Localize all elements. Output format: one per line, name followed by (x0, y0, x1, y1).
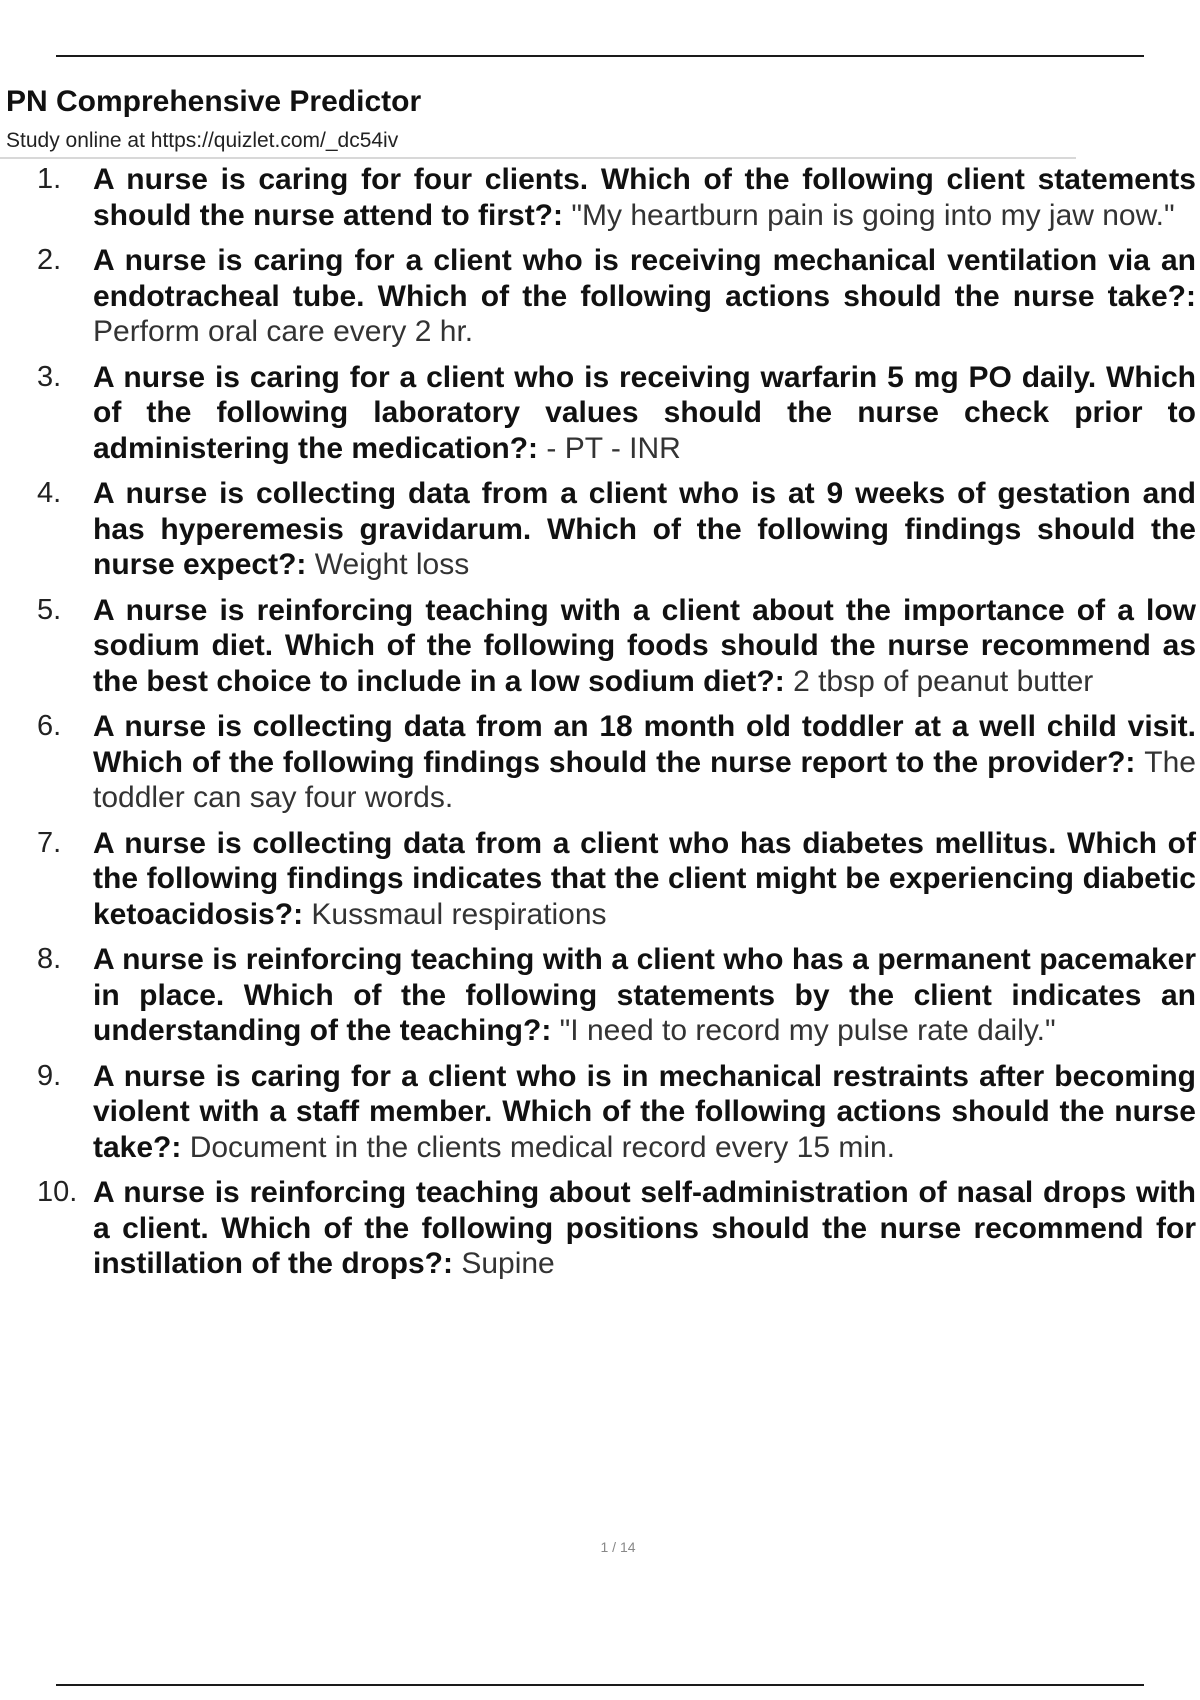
item-number: 3. (37, 360, 62, 393)
answer-text: - PT - INR (546, 431, 681, 465)
item-number: 2. (37, 244, 62, 276)
question-text: A nurse is collecting data from an 18 month old toddler at a well child visit. Which of the following findings should the nurse report to the provider?: (93, 710, 1196, 779)
list-item (0, 942, 1196, 1049)
item-number: 9. (37, 1059, 62, 1092)
item-number: 10. (37, 1176, 78, 1208)
item-number: 8. (37, 943, 62, 975)
list-item (0, 1175, 1196, 1282)
answer-text: Weight loss (314, 548, 470, 581)
item-number: 6. (37, 710, 62, 742)
question-text: A nurse is reinforcing teaching with a client about the importance of a low sodium diet. Which of the following foods should the nurse recommend as the best choice to include in a low sodium diet?: (93, 593, 1196, 698)
question-text: A nurse is caring for four clients. Which of the following client statements should the nurse attend to first?: (93, 163, 1196, 232)
answer-text: "My heartburn pain is going into my jaw now." (571, 198, 1175, 232)
item-number: 1. (37, 163, 62, 195)
question-text: A nurse is collecting data from a client who has diabetes mellitus. Which of the following findings indicates that the client might be experiencing diabetic ketoacidosis?: (93, 826, 1196, 931)
question-text: A nurse is caring for a client who is receiving mechanical ventilation via an endotracheal tube. Which of the following actions should the nurse take?: (93, 244, 1196, 313)
item-number: 4. (37, 477, 62, 509)
item-number: 7. (37, 826, 62, 859)
answer-text: The toddler can say four words. (93, 745, 1196, 814)
answer-text: Supine (461, 1247, 555, 1280)
list-item (0, 243, 1196, 350)
question-text: A nurse is caring for a client who is receiving warfarin 5 mg PO daily. Which of the following laboratory values should the nurse check prior to administering the medication?: (93, 360, 1196, 465)
answer-text: 2 tbsp of peanut butter (793, 664, 1094, 698)
answer-text: "I need to record my pulse rate daily." (559, 1014, 1056, 1047)
study-link-text: Study online at https://quizlet.com/_dc54iv (6, 129, 399, 152)
answer-text: Document in the clients medical record every 15 min. (189, 1130, 896, 1164)
bottom-rule (56, 1684, 1144, 1686)
header-divider (0, 157, 1076, 159)
list-item (0, 1059, 1196, 1166)
top-rule (56, 55, 1144, 57)
question-text: A nurse is caring for a client who is in mechanical restraints after becoming violent with a staff member. Which of the following actions should the nurse take?: (93, 1059, 1196, 1164)
answer-text: Kussmaul respirations (311, 897, 607, 931)
answer-text: Perform oral care every 2 hr. (93, 315, 474, 348)
item-number: 5. (37, 593, 62, 626)
list-item (0, 593, 1196, 700)
list-item (0, 709, 1196, 816)
question-text: A nurse is reinforcing teaching with a client who has a permanent pacemaker in place. Which of the following statements by the client indicates an understanding of the teaching?: (93, 943, 1196, 1047)
question-list (0, 162, 1196, 1292)
list-item (0, 826, 1196, 933)
list-item (0, 360, 1196, 467)
list-item (0, 162, 1196, 233)
document-title: PN Comprehensive Predictor (6, 85, 422, 118)
page-number: 1 / 14 (600, 1539, 636, 1555)
question-text: A nurse is collecting data from a client who is at 9 weeks of gestation and has hyperemesis gravidarum. Which of the following findings should the nurse expect?: (93, 477, 1196, 581)
list-item (0, 476, 1196, 583)
question-text: A nurse is reinforcing teaching about self-administration of nasal drops with a client. Which of the following positions should the nurse recommend for instillation of the drops?: (93, 1176, 1196, 1280)
